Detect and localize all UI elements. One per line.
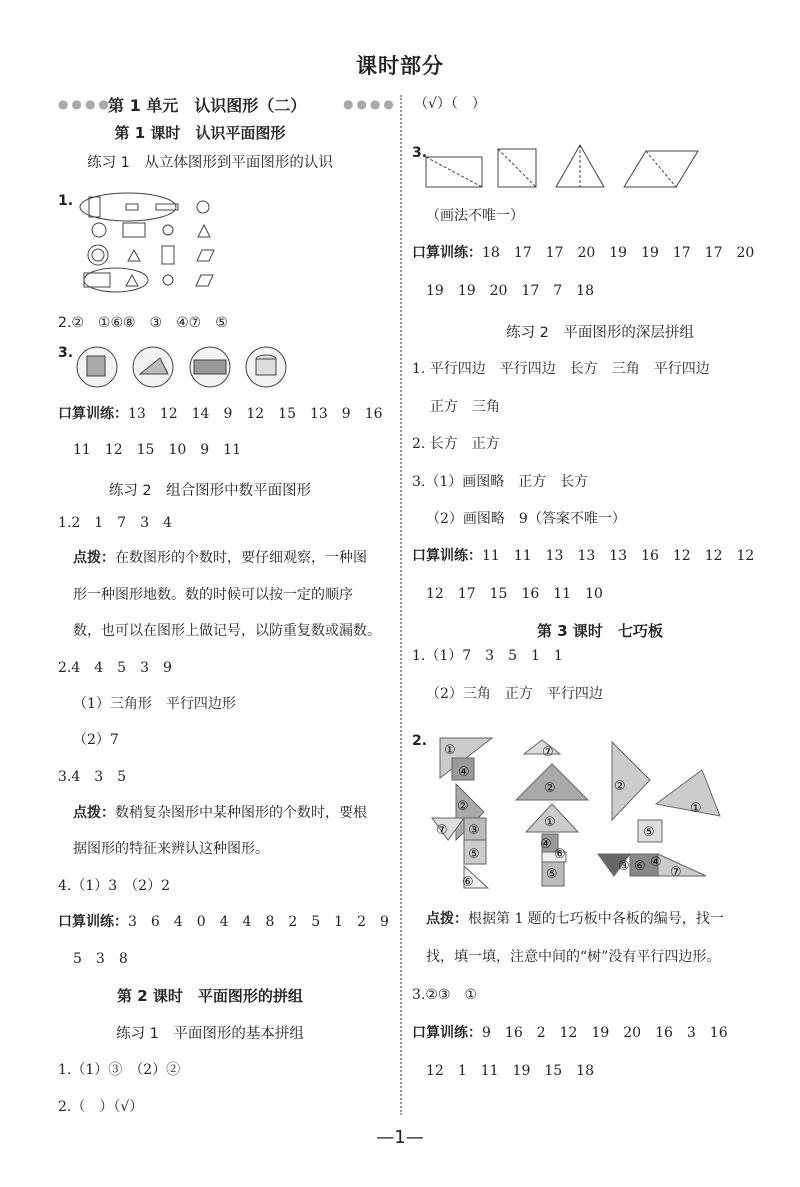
mental-math-label: 口算训练： xyxy=(58,914,128,930)
tip-3 xyxy=(426,908,724,928)
tip-label: 点拨： xyxy=(73,805,115,821)
r-q1-answer-a: 1. 平行四边 平行四边 长方 三角 平行四边 xyxy=(412,361,710,377)
solids-figure xyxy=(70,344,290,390)
exercise-2-title: 练习 2 组合图形中数平面图形 xyxy=(108,483,312,499)
ex3-q1-answer: 1.（1）③ （2）② xyxy=(58,1062,181,1078)
tip-3-line-2: 找，填一填，注意中间的“树”没有平行四边形。 xyxy=(426,949,721,965)
mental-math-4 xyxy=(412,545,754,565)
t-q1-part1: 1.（1）7 3 5 1 1 xyxy=(412,648,563,664)
r-q2-answer: 2. 长方 正方 xyxy=(412,436,500,452)
q3-number: 3. xyxy=(58,345,74,361)
tangram-label: ② xyxy=(457,799,469,814)
mental-math-1 xyxy=(58,403,383,423)
t-q1-part2: （2）三角 正方 平行四边 xyxy=(426,686,603,702)
r-q1-answer-b: 正方 三角 xyxy=(430,399,500,415)
mental-math-4-cont: 12 17 15 16 11 10 xyxy=(426,586,603,602)
tangram-label: ① xyxy=(444,743,456,758)
tip-1-line-3: 数，也可以在图形上做记号，以防重复数或漏数。 xyxy=(73,623,381,639)
tangram-label: ④ xyxy=(650,855,662,870)
tangram-label: ① xyxy=(544,815,556,830)
mental-math-3-cont: 19 19 20 17 7 18 xyxy=(426,283,594,299)
ex2-q3-answer: 3.4 3 5 xyxy=(58,769,127,785)
ex2-q4-answer: 4.（1）3 （2）2 xyxy=(58,878,170,894)
tangram-label: ⑦ xyxy=(436,823,448,838)
mental-math-values: 9 16 2 12 19 20 16 3 16 xyxy=(482,1025,728,1041)
tangram-label: ⑥ xyxy=(634,859,646,874)
tip-label: 点拨： xyxy=(73,550,115,566)
mental-math-5 xyxy=(412,1022,728,1042)
tangram-label: ⑦ xyxy=(542,745,554,760)
exercise-4-title: 练习 2 平面图形的深层拼组 xyxy=(506,325,694,341)
tangram-label: ① xyxy=(690,801,702,816)
r-note: （画法不唯一） xyxy=(426,208,524,224)
lesson-1-title: 第 1 课时 认识平面图形 xyxy=(114,124,286,142)
page-number: —1— xyxy=(376,1127,424,1148)
mental-math-2-cont: 5 3 8 xyxy=(73,951,128,967)
r-q3-number: 3. xyxy=(412,145,428,161)
tangram-label: ② xyxy=(544,781,556,796)
ex3-q2-answer: 2.（ ）（√） xyxy=(58,1099,144,1115)
tip-1-line-2: 形一种图形地数。数的时候可以按一定的顺序 xyxy=(73,587,353,603)
tangram-label: ⑥ xyxy=(462,875,474,890)
ex2-q2-part2: （2）7 xyxy=(73,732,119,748)
ex2-q2-answer: 2.4 4 5 3 9 xyxy=(58,660,172,676)
r-q3-part1: 3.（1）画图略 正方 长方 xyxy=(412,474,589,490)
mental-math-values: 3 6 4 0 4 4 8 2 5 1 2 9 xyxy=(128,914,389,930)
mental-math-values: 13 12 14 9 12 15 13 9 16 xyxy=(128,406,383,422)
tip-label: 点拨： xyxy=(426,911,468,927)
lesson-3-title: 第 3 课时 七巧板 xyxy=(537,622,663,640)
tangram-label: ⑤ xyxy=(643,825,655,840)
tip-3-line-1: 根据第 1 题的七巧板中各板的编号，找一 xyxy=(468,911,724,927)
tangram-label: ④ xyxy=(458,765,470,780)
q1-number: 1. xyxy=(58,193,74,209)
column-divider xyxy=(400,95,402,1115)
tip-2 xyxy=(73,802,367,822)
tangram-label: ⑥ xyxy=(554,847,566,862)
mental-math-label: 口算训练： xyxy=(412,548,482,564)
mental-math-label: 口算训练： xyxy=(58,406,128,422)
tangram-label: ③ xyxy=(618,859,630,874)
t-q3-answer: 3.②③ ① xyxy=(412,987,478,1003)
tangram-label: ⑤ xyxy=(468,847,480,862)
mental-math-2 xyxy=(58,911,389,931)
exercise-1-title: 练习 1 从立体图形到平面图形的认识 xyxy=(87,155,333,171)
lesson-2-title: 第 2 课时 平面图形的拼组 xyxy=(117,987,303,1005)
mental-math-3 xyxy=(412,242,754,262)
ex2-q2-part1: （1）三角形 平行四边形 xyxy=(73,696,236,712)
tangram-label: ⑦ xyxy=(670,865,682,880)
tangram-label: ⑤ xyxy=(546,867,558,882)
q2-answer: 2.② ①⑥⑧ ③ ④⑦ ⑤ xyxy=(58,315,228,331)
r-q3-part2: （2）画图略 9（答案不唯一） xyxy=(426,511,626,527)
r-continued-answer: （√）（ ） xyxy=(414,96,486,112)
t-q2-number: 2. xyxy=(412,733,428,749)
decor-dots-left: ●●●● xyxy=(58,97,112,111)
tangram-label: ③ xyxy=(468,823,480,838)
tip-2-line-1: 数稍复杂图形中某种图形的个数时，要根 xyxy=(115,805,367,821)
tip-1-line-1: 在数图形的个数时，要仔细观察，一种图 xyxy=(115,550,367,566)
tangram-figures xyxy=(430,736,740,894)
mental-math-values: 18 17 17 20 19 19 17 17 20 xyxy=(482,245,755,261)
ex2-q1-answer: 1.2 1 7 3 4 xyxy=(58,515,172,531)
dividing-shapes-figure xyxy=(420,143,705,193)
mental-math-5-cont: 12 1 11 19 15 18 xyxy=(426,1063,594,1079)
shape-classification-figure xyxy=(70,185,230,293)
tangram-label: ④ xyxy=(540,837,552,852)
page-title: 课时部分 xyxy=(356,54,444,78)
exercise-3-title: 练习 1 平面图形的基本拼组 xyxy=(116,1026,304,1042)
mental-math-label: 口算训练： xyxy=(412,245,482,261)
mental-math-label: 口算训练： xyxy=(412,1025,482,1041)
tip-1 xyxy=(73,547,367,567)
mental-math-values: 11 11 13 13 13 16 12 12 12 xyxy=(482,548,755,564)
tip-2-line-2: 据图形的特征来辨认这种图形。 xyxy=(73,841,269,857)
unit-title: 第 1 单元 认识图形（二） xyxy=(108,96,307,115)
tangram-label: ② xyxy=(614,779,626,794)
decor-dots-right: ●●●● xyxy=(343,97,397,111)
mental-math-1-cont: 11 12 15 10 9 11 xyxy=(73,442,241,458)
